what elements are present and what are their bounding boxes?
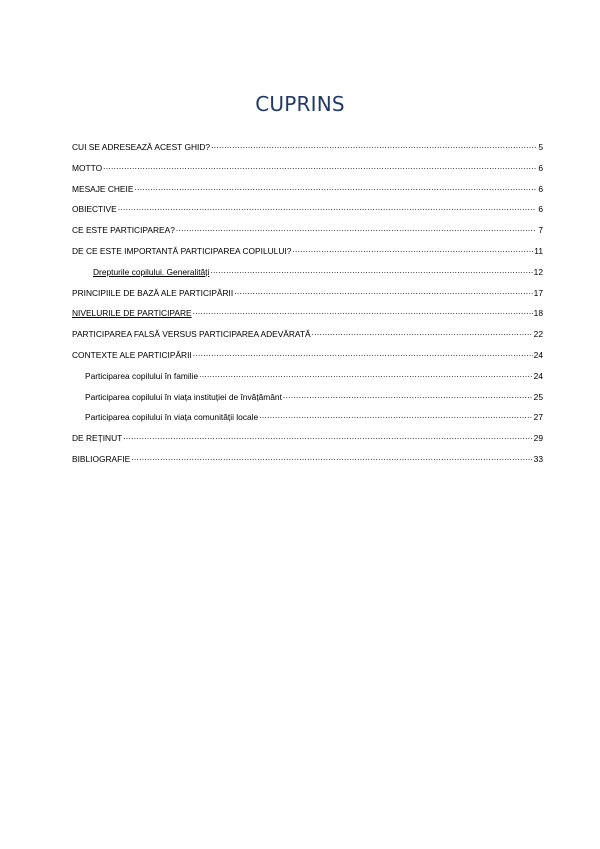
toc-entry-label: PRINCIPIILE DE BAZĂ ALE PARTICIPĂRII — [72, 287, 234, 298]
toc-page-number: 27 — [533, 412, 543, 423]
toc-entry-ce-este-participarea[interactable] — [72, 224, 543, 245]
table-of-contents — [72, 141, 543, 474]
dot-leader — [312, 328, 533, 337]
toc-page-number: 12 — [533, 266, 543, 277]
page-title: CUPRINS — [255, 92, 345, 116]
toc-entry-participarea-in-familie[interactable] — [72, 370, 543, 391]
toc-entry-obiective[interactable] — [72, 203, 543, 224]
toc-page-number: 17 — [533, 287, 543, 298]
dot-leader — [259, 411, 532, 420]
toc-page-number: 22 — [533, 329, 543, 340]
dot-leader — [211, 141, 536, 150]
toc-entry-label: BIBLIOGRAFIE — [72, 453, 131, 464]
toc-page-number: 24 — [533, 349, 543, 360]
dot-leader — [193, 307, 533, 316]
toc-entry-de-ce-este-importanta[interactable] — [72, 245, 543, 266]
dot-leader — [199, 370, 533, 379]
dot-leader — [210, 266, 532, 275]
toc-entry-label: DE REȚINUT — [72, 433, 123, 444]
toc-entry-bibliografie[interactable] — [72, 453, 543, 474]
toc-entry-drepturile-copilului[interactable] — [72, 266, 543, 287]
toc-entry-label: CUI SE ADRESEAZĂ ACEST GHID? — [72, 142, 211, 152]
toc-entry-label: NIVELURILE DE PARTICIPARE — [72, 308, 192, 319]
dot-leader — [123, 432, 532, 441]
toc-page-number: 6 — [538, 183, 543, 194]
toc-page-number: 11 — [534, 245, 543, 256]
toc-entry-contexte-ale-participarii[interactable] — [72, 349, 543, 370]
toc-page-number: 6 — [538, 162, 543, 173]
toc-entry-label: PARTICIPAREA FALSĂ VERSUS PARTICIPAREA ADEVĂRATĂ — [72, 329, 311, 340]
toc-entry-participarea-in-comunitate[interactable] — [72, 411, 543, 432]
toc-entry-label: MOTTO — [72, 162, 103, 173]
toc-page-number: 29 — [533, 433, 543, 444]
toc-entry-motto[interactable] — [72, 162, 543, 183]
dot-leader — [283, 391, 533, 400]
toc-page-number: 24 — [533, 370, 543, 381]
toc-entry-label: DE CE ESTE IMPORTANTĂ PARTICIPAREA COPILULUI? — [72, 245, 292, 256]
toc-entry-label: Drepturile copilului. Generalități — [93, 266, 210, 277]
toc-entry-principiile-de-baza[interactable] — [72, 287, 543, 308]
toc-page-number: 33 — [533, 453, 543, 464]
toc-entry-participarea-in-institutie[interactable] — [72, 391, 543, 412]
dot-leader — [103, 162, 536, 171]
dot-leader — [176, 224, 536, 233]
dot-leader — [118, 203, 536, 212]
toc-entry-label: Participarea copilului în familie — [85, 370, 199, 381]
dot-leader — [234, 287, 532, 296]
toc-page-number: 25 — [533, 391, 543, 402]
toc-entry-cui-se-adreseaza[interactable] — [72, 141, 543, 162]
toc-entry-label: CE ESTE PARTICIPAREA? — [72, 225, 175, 236]
toc-entry-label: Participarea copilului în viața comunității locale — [85, 412, 259, 423]
dot-leader — [134, 183, 536, 192]
dot-leader — [193, 349, 533, 358]
dot-leader — [292, 245, 533, 254]
toc-entry-mesaje-cheie[interactable] — [72, 183, 543, 204]
toc-entry-label: OBIECTIVE — [72, 204, 117, 215]
toc-entry-participarea-falsa[interactable] — [72, 328, 543, 349]
toc-page-number: 5 — [538, 142, 543, 152]
toc-entry-label: CONTEXTE ALE PARTICIPĂRII — [72, 349, 192, 360]
toc-page-number: 7 — [538, 225, 543, 236]
toc-entry-label: Participarea copilului în viața instituției de învățământ — [85, 391, 282, 402]
toc-entry-label: MESAJE CHEIE — [72, 183, 134, 194]
toc-page-number: 18 — [533, 308, 543, 319]
toc-entry-nivelurile-de-participare[interactable] — [72, 307, 543, 328]
dot-leader — [131, 453, 532, 462]
toc-entry-de-retinut[interactable] — [72, 432, 543, 453]
toc-page-number: 6 — [538, 204, 543, 215]
